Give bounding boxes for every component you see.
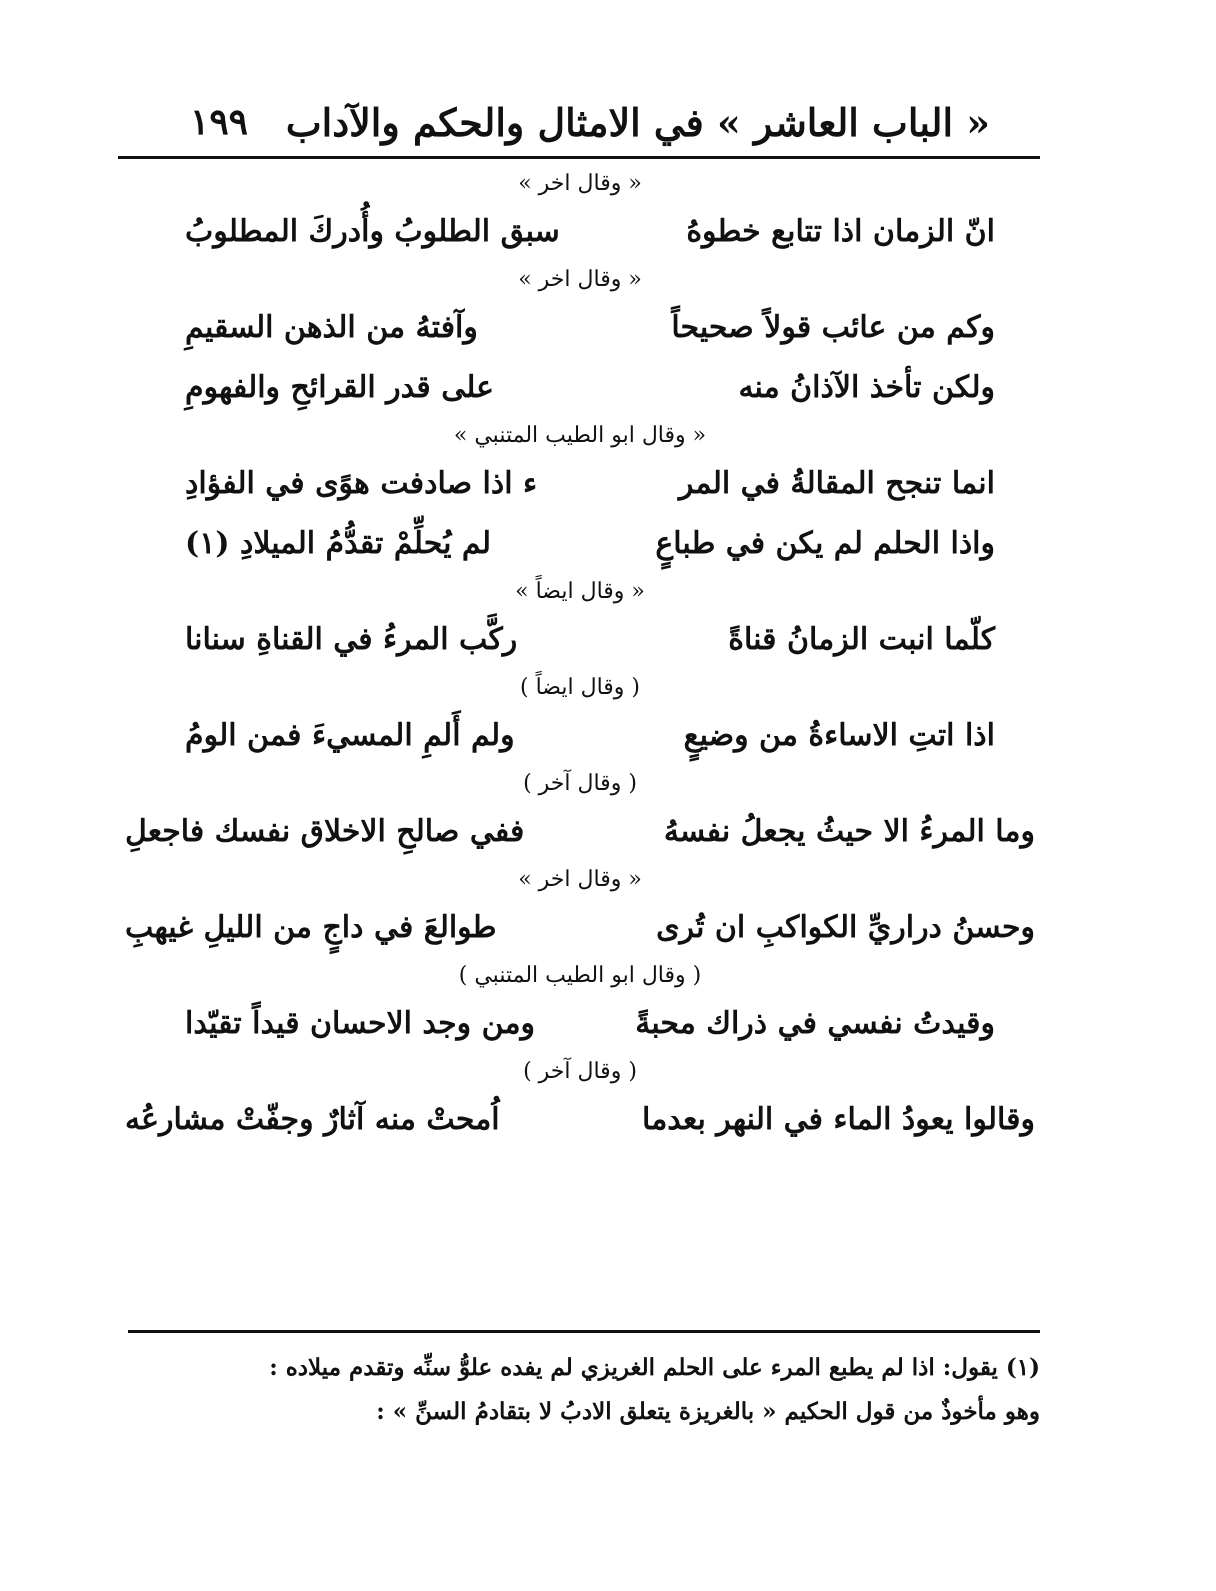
verse xyxy=(125,610,1035,670)
section-title: « وقال ايضاً » xyxy=(515,579,645,604)
poetry-body xyxy=(125,166,1035,1150)
second-hemistich: على قدر القرائحِ والفهومِ xyxy=(185,370,495,405)
second-hemistich: ء اذا صادفت هوًى في الفؤادِ xyxy=(185,466,538,501)
second-hemistich: ركَّب المرءُ في القناةِ سنانا xyxy=(185,622,518,657)
verse xyxy=(125,898,1035,958)
first-hemistich: وما المرءُ الا حيثُ يجعلُ نفسهُ xyxy=(663,814,1035,849)
first-hemistich: واذا الحلم لم يكن في طباعٍ xyxy=(655,526,995,561)
verse xyxy=(125,358,1035,418)
header-divider xyxy=(118,156,1040,159)
section-title: ( وقال آخر ) xyxy=(523,1059,637,1084)
section-title: « وقال اخر » xyxy=(518,867,642,892)
page-number: ١٩٩ xyxy=(190,101,249,143)
second-hemistich: ومن وجد الاحسان قيداً تقيّدا xyxy=(185,1006,536,1041)
second-hemistich: طوالعَ في داجٍ من الليلِ غيهبِ xyxy=(125,910,497,945)
section-title: « وقال اخر » xyxy=(518,267,642,292)
first-hemistich: انّ الزمان اذا تتابع خطوهُ xyxy=(686,214,995,249)
first-hemistich: وقيدتُ نفسي في ذراك محبةً xyxy=(635,1006,995,1041)
second-hemistich: سبق الطلوبُ وأُدركَ المطلوبُ xyxy=(185,214,560,249)
verse xyxy=(125,298,1035,358)
verse xyxy=(125,454,1035,514)
first-hemistich: وكم من عائب قولاً صحيحاً xyxy=(671,310,995,345)
first-hemistich: ولكن تأخذ الآذانُ منه xyxy=(738,370,995,405)
second-hemistich: اُمحتْ منه آثارٌ وجفّتْ مشارعُه xyxy=(125,1102,500,1137)
second-hemistich: لم يُحلِّمْ تقدُّمُ الميلادِ (١) xyxy=(185,526,491,561)
second-hemistich: وآفتهُ من الذهن السقيمِ xyxy=(185,310,478,345)
section-title: ( وقال ابو الطيب المتنبي ) xyxy=(458,963,702,988)
footnotes xyxy=(128,1346,1040,1434)
footnote-divider xyxy=(128,1330,1040,1333)
second-hemistich: ولم أَلمِ المسيءَ فمن الومُ xyxy=(185,718,515,753)
section-title: « وقال ابو الطيب المتنبي » xyxy=(453,423,707,448)
verse xyxy=(125,202,1035,262)
first-hemistich: كلّما انبت الزمانُ قناةً xyxy=(728,622,995,657)
section-title: ( وقال آخر ) xyxy=(523,771,637,796)
footnote-line: وهو مأخوذٌ من قول الحكيم « بالغريزة يتعلق الادبُ لا بتقادمُ السنِّ » : xyxy=(376,1398,1040,1425)
first-hemistich: وحسنُ دراريِّ الكواكبِ ان تُرى xyxy=(656,910,1035,945)
verse xyxy=(125,802,1035,862)
second-hemistich: ففي صالحِ الاخلاق نفسك فاجعلِ xyxy=(125,814,525,849)
section-title: ( وقال ايضاً ) xyxy=(520,675,640,700)
verse xyxy=(125,706,1035,766)
footnote-line: (١) يقول: اذا لم يطبع المرء على الحلم الغريزي لم يفده علوُّ سنِّه وتقدم ميلاده : xyxy=(269,1354,1040,1381)
verse xyxy=(125,1090,1035,1150)
section-title: « وقال اخر » xyxy=(518,171,642,196)
chapter-title: « الباب العاشر » في الامثال والحكم والآداب xyxy=(285,99,990,145)
verse xyxy=(125,994,1035,1054)
first-hemistich: انما تنجح المقالةُ في المر xyxy=(678,466,995,501)
verse xyxy=(125,514,1035,574)
page-header xyxy=(120,92,1040,152)
first-hemistich: اذا اتتِ الاساءةُ من وضيعٍ xyxy=(683,718,995,753)
first-hemistich: وقالوا يعودُ الماء في النهر بعدما xyxy=(642,1102,1035,1137)
